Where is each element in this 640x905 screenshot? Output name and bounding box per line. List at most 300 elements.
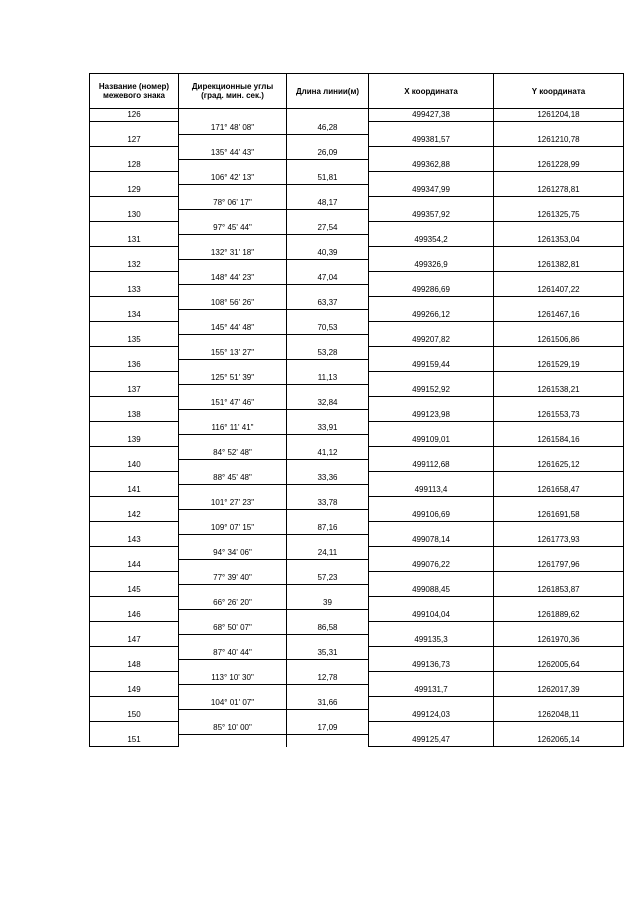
empty-cell [179, 659, 287, 672]
segment-row [90, 322, 624, 335]
direction-angle: 97° 45' 44" [179, 222, 287, 235]
empty-cell [494, 622, 624, 635]
y-coordinate: 1261353,04 [494, 234, 624, 247]
y-coordinate: 1261407,22 [494, 284, 624, 297]
line-length: 27,54 [287, 222, 369, 235]
empty-cell [287, 584, 369, 597]
point-name: 126 [90, 109, 179, 122]
empty-cell [369, 122, 494, 135]
direction-angle: 171° 48' 08" [179, 122, 287, 135]
empty-cell [494, 722, 624, 735]
segment-row [90, 197, 624, 210]
y-coordinate: 1261204,18 [494, 109, 624, 122]
x-coordinate: 499113,4 [369, 484, 494, 497]
segment-row [90, 672, 624, 685]
point-name: 151 [90, 734, 179, 747]
empty-cell [287, 434, 369, 447]
direction-angle: 135° 44' 43" [179, 147, 287, 160]
empty-cell [90, 222, 179, 235]
point-row [90, 484, 624, 497]
line-length: 48,17 [287, 197, 369, 210]
empty-cell [369, 397, 494, 410]
x-coordinate: 499123,98 [369, 409, 494, 422]
direction-angle: 66° 26' 20" [179, 597, 287, 610]
segment-row [90, 247, 624, 260]
y-coordinate: 1261658,47 [494, 484, 624, 497]
y-coordinate: 1261228,99 [494, 159, 624, 172]
empty-cell [90, 372, 179, 385]
y-coordinate: 1262005,64 [494, 659, 624, 672]
empty-cell [90, 272, 179, 285]
empty-cell [179, 634, 287, 647]
y-coordinate: 1261529,19 [494, 359, 624, 372]
header-y: Y координата [494, 74, 624, 109]
point-name: 142 [90, 509, 179, 522]
direction-angle: 101° 27' 23" [179, 497, 287, 510]
y-coordinate: 1261278,81 [494, 184, 624, 197]
line-length: 63,37 [287, 297, 369, 310]
point-name: 140 [90, 459, 179, 472]
line-length: 40,39 [287, 247, 369, 260]
empty-cell [287, 384, 369, 397]
segment-row [90, 272, 624, 285]
line-length: 33,78 [287, 497, 369, 510]
point-name: 131 [90, 234, 179, 247]
empty-cell [287, 484, 369, 497]
empty-cell [369, 472, 494, 485]
direction-angle: 132° 31' 18" [179, 247, 287, 260]
segment-row [90, 422, 624, 435]
empty-cell [369, 447, 494, 460]
empty-cell [287, 409, 369, 422]
empty-cell [90, 347, 179, 360]
y-coordinate: 1261691,58 [494, 509, 624, 522]
empty-cell [90, 697, 179, 710]
point-name: 128 [90, 159, 179, 172]
line-length: 47,04 [287, 272, 369, 285]
segment-row [90, 497, 624, 510]
empty-cell [179, 734, 287, 747]
empty-cell [179, 484, 287, 497]
empty-cell [287, 559, 369, 572]
empty-cell [494, 597, 624, 610]
y-coordinate: 1261584,16 [494, 434, 624, 447]
point-row [90, 609, 624, 622]
empty-cell [494, 322, 624, 335]
line-length: 57,23 [287, 572, 369, 585]
direction-angle: 77° 39' 40" [179, 572, 287, 585]
x-coordinate: 499326,9 [369, 259, 494, 272]
empty-cell [179, 384, 287, 397]
empty-cell [179, 584, 287, 597]
empty-cell [179, 309, 287, 322]
empty-cell [369, 572, 494, 585]
empty-cell [494, 422, 624, 435]
empty-cell [179, 709, 287, 722]
direction-angle: 116° 11' 41" [179, 422, 287, 435]
point-name: 133 [90, 284, 179, 297]
empty-cell [90, 647, 179, 660]
line-length: 11,13 [287, 372, 369, 385]
point-row [90, 384, 624, 397]
empty-cell [369, 672, 494, 685]
segment-row [90, 222, 624, 235]
direction-angle: 109° 07' 15" [179, 522, 287, 535]
segment-row [90, 647, 624, 660]
x-coordinate: 499109,01 [369, 434, 494, 447]
empty-cell [287, 159, 369, 172]
line-length: 12,78 [287, 672, 369, 685]
y-coordinate: 1262048,11 [494, 709, 624, 722]
x-coordinate: 499124,03 [369, 709, 494, 722]
segment-row [90, 397, 624, 410]
point-row [90, 659, 624, 672]
empty-cell [179, 534, 287, 547]
empty-cell [287, 134, 369, 147]
x-coordinate: 499159,44 [369, 359, 494, 372]
x-coordinate: 499354,2 [369, 234, 494, 247]
empty-cell [369, 197, 494, 210]
empty-cell [179, 134, 287, 147]
direction-angle: 148° 44' 23" [179, 272, 287, 285]
empty-cell [287, 259, 369, 272]
direction-angle: 108° 56' 26" [179, 297, 287, 310]
empty-cell [369, 597, 494, 610]
y-coordinate: 1261553,73 [494, 409, 624, 422]
x-coordinate: 499112,68 [369, 459, 494, 472]
empty-cell [287, 609, 369, 622]
line-length: 33,91 [287, 422, 369, 435]
line-length: 46,28 [287, 122, 369, 135]
empty-cell [90, 447, 179, 460]
empty-cell [494, 297, 624, 310]
point-row [90, 234, 624, 247]
line-length: 39 [287, 597, 369, 610]
empty-cell [369, 172, 494, 185]
x-coordinate: 499152,92 [369, 384, 494, 397]
point-name: 138 [90, 409, 179, 422]
line-length: 31,66 [287, 697, 369, 710]
direction-angle: 68° 50' 07" [179, 622, 287, 635]
empty-cell [179, 559, 287, 572]
empty-cell [287, 109, 369, 122]
empty-cell [494, 122, 624, 135]
direction-angle: 113° 10' 30" [179, 672, 287, 685]
empty-cell [287, 734, 369, 747]
point-row [90, 284, 624, 297]
empty-cell [90, 622, 179, 635]
direction-angle: 87° 40' 44" [179, 647, 287, 660]
empty-cell [494, 647, 624, 660]
point-name: 127 [90, 134, 179, 147]
header-length: Длина линии(м) [287, 74, 369, 109]
x-coordinate: 499106,69 [369, 509, 494, 522]
empty-cell [179, 259, 287, 272]
x-coordinate: 499286,69 [369, 284, 494, 297]
point-name: 134 [90, 309, 179, 322]
point-row [90, 109, 624, 122]
empty-cell [494, 347, 624, 360]
y-coordinate: 1261797,96 [494, 559, 624, 572]
point-row [90, 184, 624, 197]
direction-angle: 125° 51' 39" [179, 372, 287, 385]
direction-angle: 106° 42' 13" [179, 172, 287, 185]
x-coordinate: 499088,45 [369, 584, 494, 597]
direction-angle: 104° 01' 07" [179, 697, 287, 710]
empty-cell [287, 234, 369, 247]
point-name: 139 [90, 434, 179, 447]
empty-cell [287, 359, 369, 372]
empty-cell [494, 247, 624, 260]
empty-cell [494, 547, 624, 560]
point-row [90, 534, 624, 547]
empty-cell [494, 447, 624, 460]
point-row [90, 734, 624, 747]
empty-cell [287, 184, 369, 197]
coordinates-sheet [89, 73, 623, 747]
empty-cell [179, 184, 287, 197]
x-coordinate: 499427,38 [369, 109, 494, 122]
empty-cell [90, 247, 179, 260]
empty-cell [287, 509, 369, 522]
table-body [90, 109, 624, 747]
segment-row [90, 372, 624, 385]
point-row [90, 259, 624, 272]
empty-cell [369, 322, 494, 335]
empty-cell [179, 334, 287, 347]
segment-row [90, 147, 624, 160]
point-name: 144 [90, 559, 179, 572]
empty-cell [90, 322, 179, 335]
empty-cell [494, 497, 624, 510]
x-coordinate: 499362,88 [369, 159, 494, 172]
segment-row [90, 572, 624, 585]
empty-cell [90, 497, 179, 510]
direction-angle: 155° 13' 27" [179, 347, 287, 360]
line-length: 26,09 [287, 147, 369, 160]
point-row [90, 559, 624, 572]
segment-row [90, 297, 624, 310]
empty-cell [494, 222, 624, 235]
empty-cell [179, 459, 287, 472]
line-length: 86,58 [287, 622, 369, 635]
empty-cell [369, 522, 494, 535]
point-row [90, 459, 624, 472]
empty-cell [369, 247, 494, 260]
point-name: 132 [90, 259, 179, 272]
direction-angle: 94° 34' 06" [179, 547, 287, 560]
empty-cell [287, 309, 369, 322]
empty-cell [494, 372, 624, 385]
boundary-coordinates-table [89, 73, 624, 747]
point-row [90, 509, 624, 522]
empty-cell [287, 684, 369, 697]
point-row [90, 634, 624, 647]
direction-angle: 84° 52' 48" [179, 447, 287, 460]
empty-cell [369, 222, 494, 235]
point-row [90, 209, 624, 222]
point-row [90, 159, 624, 172]
empty-cell [287, 659, 369, 672]
point-row [90, 434, 624, 447]
header-name: Название (номер) межевого знака [90, 74, 179, 109]
empty-cell [179, 359, 287, 372]
point-name: 146 [90, 609, 179, 622]
y-coordinate: 1261382,81 [494, 259, 624, 272]
x-coordinate: 499131,7 [369, 684, 494, 697]
point-row [90, 709, 624, 722]
segment-row [90, 447, 624, 460]
empty-cell [90, 172, 179, 185]
y-coordinate: 1261773,93 [494, 534, 624, 547]
point-name: 148 [90, 659, 179, 672]
y-coordinate: 1261970,36 [494, 634, 624, 647]
x-coordinate: 499078,14 [369, 534, 494, 547]
point-row [90, 684, 624, 697]
empty-cell [287, 459, 369, 472]
empty-cell [369, 722, 494, 735]
segment-row [90, 547, 624, 560]
empty-cell [287, 284, 369, 297]
point-row [90, 409, 624, 422]
empty-cell [369, 647, 494, 660]
empty-cell [494, 472, 624, 485]
x-coordinate: 499266,12 [369, 309, 494, 322]
empty-cell [494, 397, 624, 410]
empty-cell [494, 522, 624, 535]
point-name: 141 [90, 484, 179, 497]
y-coordinate: 1261467,16 [494, 309, 624, 322]
point-name: 147 [90, 634, 179, 647]
empty-cell [287, 334, 369, 347]
empty-cell [179, 684, 287, 697]
segment-row [90, 597, 624, 610]
segment-row [90, 122, 624, 135]
empty-cell [90, 597, 179, 610]
point-name: 137 [90, 384, 179, 397]
segment-row [90, 622, 624, 635]
empty-cell [90, 547, 179, 560]
direction-angle: 145° 44' 48" [179, 322, 287, 335]
empty-cell [179, 209, 287, 222]
x-coordinate: 499381,57 [369, 134, 494, 147]
empty-cell [90, 122, 179, 135]
line-length: 17,09 [287, 722, 369, 735]
segment-row [90, 697, 624, 710]
empty-cell [287, 634, 369, 647]
empty-cell [369, 422, 494, 435]
line-length: 70,53 [287, 322, 369, 335]
empty-cell [90, 197, 179, 210]
empty-cell [369, 297, 494, 310]
empty-cell [494, 672, 624, 685]
point-name: 150 [90, 709, 179, 722]
point-row [90, 134, 624, 147]
line-length: 53,28 [287, 347, 369, 360]
segment-row [90, 172, 624, 185]
point-name: 129 [90, 184, 179, 197]
direction-angle: 85° 10' 00" [179, 722, 287, 735]
empty-cell [179, 234, 287, 247]
empty-cell [179, 609, 287, 622]
empty-cell [90, 522, 179, 535]
empty-cell [494, 147, 624, 160]
direction-angle: 151° 47' 46" [179, 397, 287, 410]
empty-cell [369, 372, 494, 385]
point-name: 149 [90, 684, 179, 697]
line-length: 41,12 [287, 447, 369, 460]
line-length: 35,31 [287, 647, 369, 660]
x-coordinate: 499136,73 [369, 659, 494, 672]
empty-cell [494, 572, 624, 585]
empty-cell [179, 109, 287, 122]
y-coordinate: 1261210,78 [494, 134, 624, 147]
empty-cell [179, 284, 287, 297]
point-name: 143 [90, 534, 179, 547]
x-coordinate: 499125,47 [369, 734, 494, 747]
table-header-row [90, 74, 624, 109]
segment-row [90, 522, 624, 535]
y-coordinate: 1261506,86 [494, 334, 624, 347]
empty-cell [494, 272, 624, 285]
empty-cell [287, 209, 369, 222]
empty-cell [494, 697, 624, 710]
empty-cell [369, 147, 494, 160]
empty-cell [90, 722, 179, 735]
y-coordinate: 1261625,12 [494, 459, 624, 472]
point-row [90, 359, 624, 372]
point-name: 130 [90, 209, 179, 222]
empty-cell [179, 409, 287, 422]
point-name: 135 [90, 334, 179, 347]
empty-cell [90, 297, 179, 310]
y-coordinate: 1261853,87 [494, 584, 624, 597]
empty-cell [369, 697, 494, 710]
x-coordinate: 499207,82 [369, 334, 494, 347]
empty-cell [90, 572, 179, 585]
header-angle: Дирекционные углы (град. мин. сек.) [179, 74, 287, 109]
empty-cell [179, 434, 287, 447]
empty-cell [90, 147, 179, 160]
empty-cell [90, 397, 179, 410]
empty-cell [369, 622, 494, 635]
y-coordinate: 1261325,75 [494, 209, 624, 222]
empty-cell [369, 497, 494, 510]
x-coordinate: 499076,22 [369, 559, 494, 572]
point-name: 136 [90, 359, 179, 372]
segment-row [90, 472, 624, 485]
y-coordinate: 1262017,39 [494, 684, 624, 697]
empty-cell [90, 472, 179, 485]
empty-cell [369, 272, 494, 285]
point-row [90, 584, 624, 597]
direction-angle: 88° 45' 48" [179, 472, 287, 485]
empty-cell [369, 547, 494, 560]
line-length: 24,11 [287, 547, 369, 560]
empty-cell [369, 347, 494, 360]
line-length: 33,36 [287, 472, 369, 485]
y-coordinate: 1262065,14 [494, 734, 624, 747]
direction-angle: 78° 06' 17" [179, 197, 287, 210]
point-row [90, 309, 624, 322]
point-row [90, 334, 624, 347]
empty-cell [179, 159, 287, 172]
empty-cell [494, 172, 624, 185]
segment-row [90, 347, 624, 360]
line-length: 87,16 [287, 522, 369, 535]
line-length: 51,81 [287, 172, 369, 185]
x-coordinate: 499135,3 [369, 634, 494, 647]
